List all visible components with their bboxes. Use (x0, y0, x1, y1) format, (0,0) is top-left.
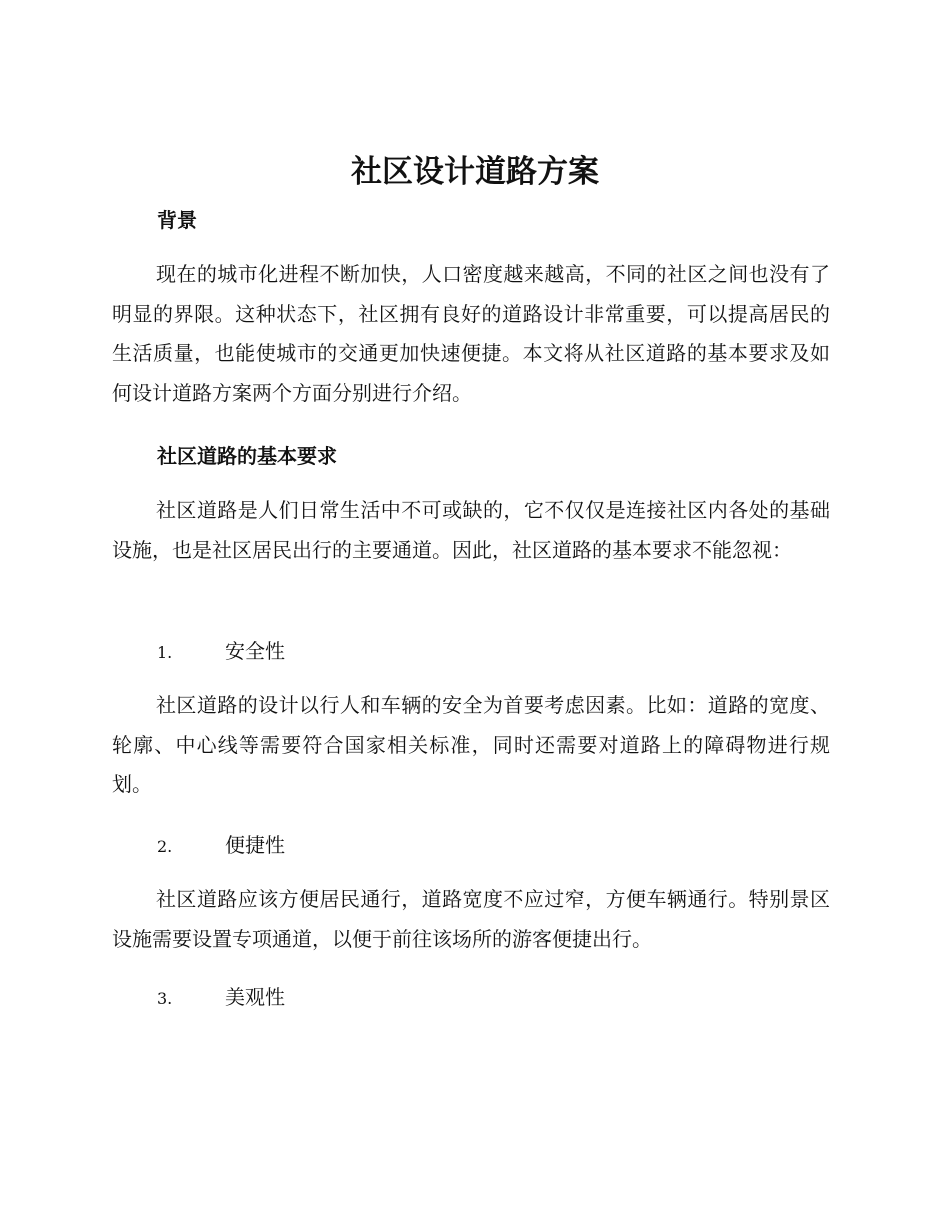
section-heading-basic-requirements: 社区道路的基本要求 (157, 444, 337, 468)
convenience-paragraph: 社区道路应该方便居民通行，道路宽度不应过窄，方便车辆通行。特别景区设施需要设置专项通道，以便于前往该场所的游客便捷出行。 (112, 887, 830, 951)
section-heading-background: 背景 (157, 208, 197, 232)
basic-requirements-paragraph: 社区道路是人们日常生活中不可或缺的，它不仅仅是连接社区内各处的基础设施，也是社区居民出行的主要通道。因此，社区道路的基本要求不能忽视： (112, 498, 830, 562)
list-item-number: 3. (157, 989, 173, 1008)
list-item-label: 美观性 (225, 985, 285, 1009)
list-item-safety (157, 636, 285, 668)
list-item-label: 便捷性 (225, 833, 285, 857)
list-item-aesthetics (157, 982, 285, 1014)
background-paragraph: 现在的城市化进程不断加快，人口密度越来越高，不同的社区之间也没有了明显的界限。这种状态下，社区拥有良好的道路设计非常重要，可以提高居民的生活质量，也能使城市的交通更加快速便捷。本文将从社区道路的基本要求及如何设计道路方案两个方面分别进行介绍。 (112, 262, 830, 405)
list-item-number: 2. (157, 837, 173, 856)
list-item-number: 1. (157, 643, 173, 662)
safety-paragraph: 社区道路的设计以行人和车辆的安全为首要考虑因素。比如：道路的宽度、轮廓、中心线等需要符合国家相关标准，同时还需要对道路上的障碍物进行规划。 (112, 693, 830, 796)
list-item-convenience (157, 830, 285, 862)
document-title: 社区设计道路方案 (351, 154, 599, 190)
list-item-label: 安全性 (225, 639, 285, 663)
